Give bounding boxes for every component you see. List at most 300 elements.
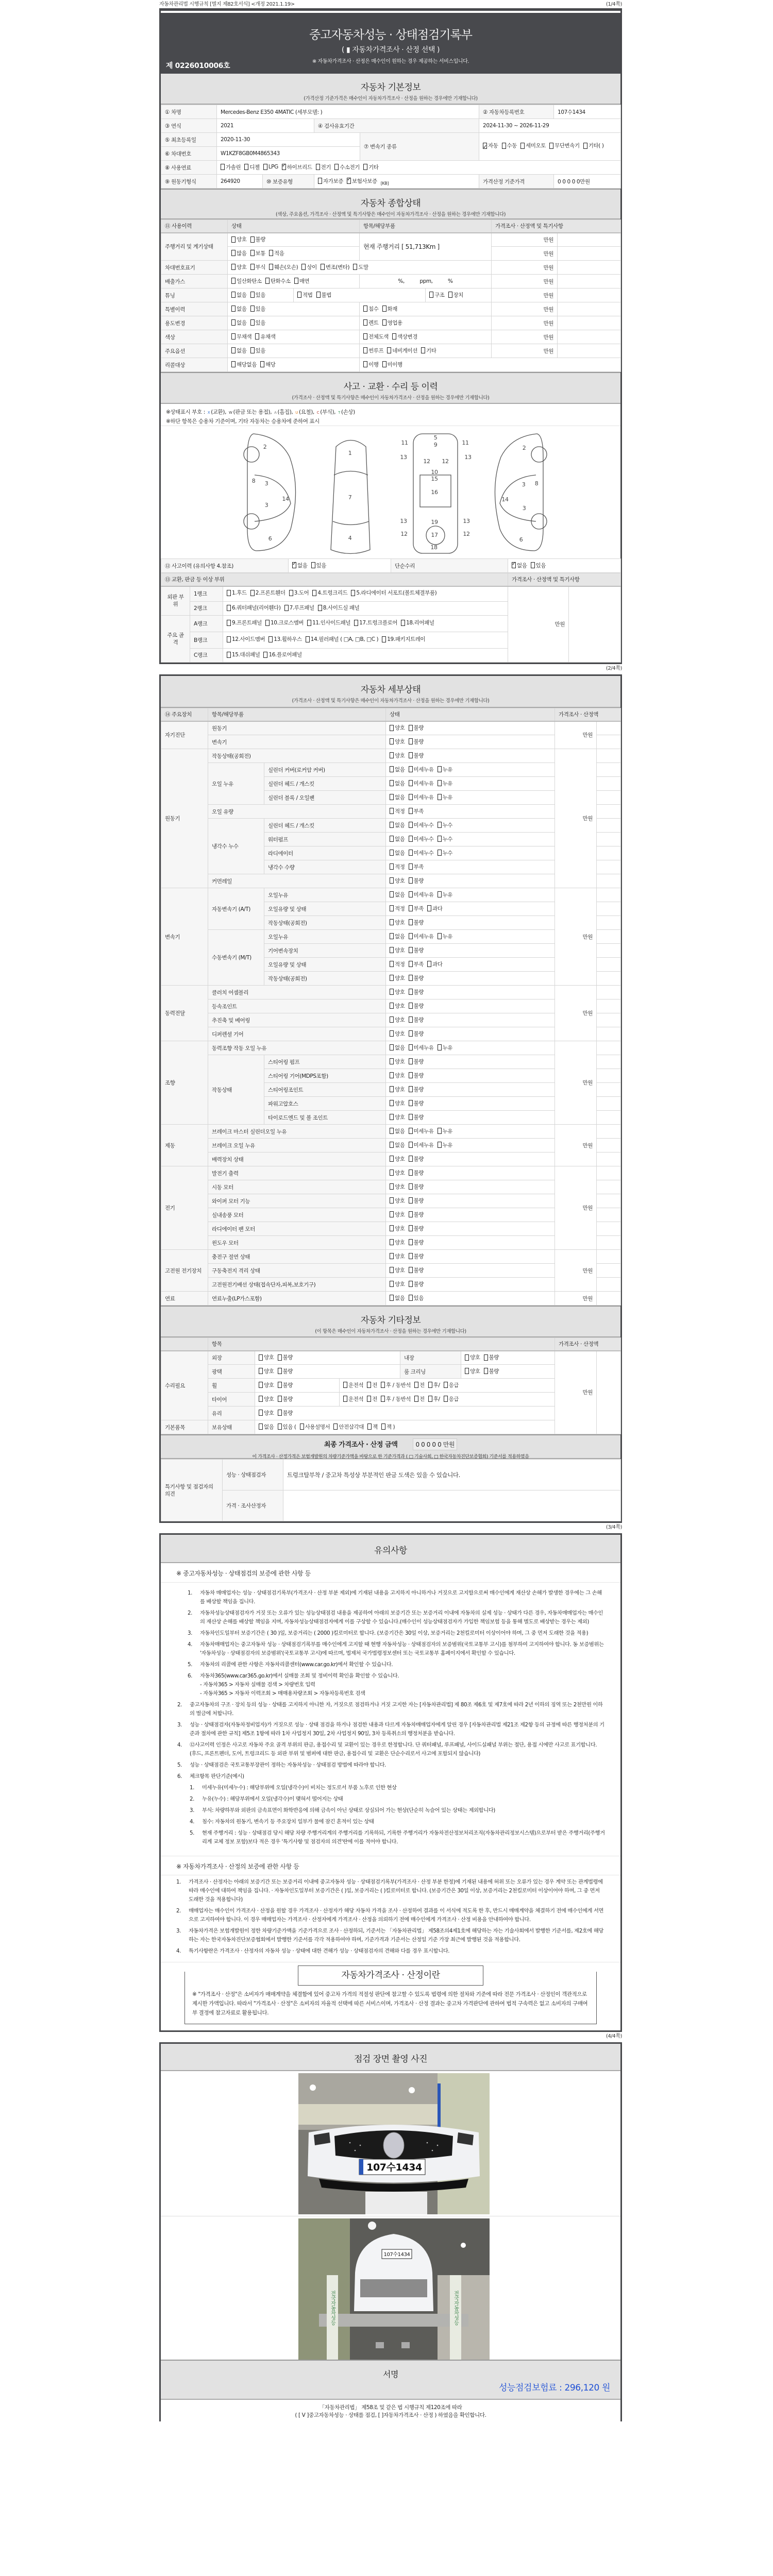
option-0[interactable] <box>390 1211 405 1218</box>
checkbox[interactable] <box>444 1382 448 1388</box>
checkbox[interactable] <box>429 292 433 298</box>
checkbox[interactable] <box>367 1382 371 1388</box>
option-0[interactable] <box>231 305 247 313</box>
checkbox[interactable] <box>390 738 394 744</box>
option-1[interactable] <box>409 1155 424 1163</box>
checkbox[interactable] <box>316 292 321 298</box>
option-4[interactable] <box>367 1423 378 1431</box>
checkbox[interactable] <box>409 1197 413 1204</box>
option-1[interactable] <box>409 1072 424 1079</box>
option-0[interactable] <box>390 974 405 982</box>
checkbox[interactable] <box>259 1354 263 1361</box>
checkbox[interactable] <box>353 264 357 270</box>
checkbox[interactable] <box>409 808 413 814</box>
option-0[interactable] <box>390 1016 405 1024</box>
checkbox[interactable] <box>427 905 431 911</box>
option-1[interactable] <box>278 1409 293 1417</box>
checkbox[interactable] <box>390 905 394 911</box>
option-1[interactable] <box>263 651 301 658</box>
option-6[interactable] <box>363 163 379 171</box>
checkbox[interactable] <box>278 1368 282 1374</box>
checkbox[interactable] <box>409 1267 413 1273</box>
option-0[interactable] <box>390 891 405 899</box>
checkbox[interactable] <box>512 562 516 568</box>
option-0[interactable] <box>390 1183 405 1191</box>
checkbox[interactable] <box>363 306 367 312</box>
checkbox[interactable] <box>382 306 386 312</box>
checkbox[interactable] <box>409 836 413 842</box>
checkbox[interactable] <box>363 164 367 170</box>
checkbox[interactable] <box>390 822 394 828</box>
checkbox[interactable] <box>363 319 367 326</box>
option-1[interactable] <box>265 619 304 626</box>
option-1[interactable] <box>250 589 285 597</box>
checkbox[interactable] <box>409 933 413 939</box>
checkbox[interactable] <box>390 863 394 870</box>
checkbox[interactable] <box>363 361 367 367</box>
option-0[interactable] <box>390 807 405 815</box>
option-0[interactable] <box>221 163 241 171</box>
option-1[interactable] <box>409 752 424 759</box>
checkbox[interactable] <box>390 1086 394 1092</box>
checkbox[interactable] <box>250 236 255 243</box>
option-0[interactable] <box>231 291 247 299</box>
option-1[interactable] <box>409 1266 424 1274</box>
checkbox[interactable] <box>301 264 306 270</box>
option-2[interactable] <box>294 277 310 285</box>
checkbox[interactable] <box>265 620 270 626</box>
option-1[interactable] <box>260 361 276 368</box>
option-1[interactable] <box>409 1183 424 1191</box>
option-0[interactable] <box>390 1030 405 1038</box>
option-2[interactable] <box>269 263 298 271</box>
option-0[interactable] <box>259 1409 274 1417</box>
checkbox[interactable] <box>244 164 248 170</box>
option-0[interactable] <box>390 1086 405 1093</box>
checkbox[interactable] <box>409 891 413 897</box>
checkbox[interactable] <box>390 780 394 786</box>
option-3[interactable] <box>414 1395 425 1403</box>
checkbox[interactable] <box>465 1354 469 1361</box>
checkbox[interactable] <box>401 620 405 626</box>
option-1[interactable] <box>409 1225 424 1232</box>
checkbox[interactable] <box>438 780 442 786</box>
option-1[interactable] <box>409 1058 424 1065</box>
checkbox[interactable] <box>390 752 394 758</box>
checkbox[interactable] <box>438 850 442 856</box>
option-0[interactable] <box>390 724 405 732</box>
option-1[interactable] <box>409 1280 424 1288</box>
checkbox[interactable] <box>316 164 320 170</box>
option-1[interactable] <box>409 1294 424 1302</box>
option-1[interactable] <box>284 604 314 612</box>
option-1[interactable] <box>409 807 424 815</box>
checkbox[interactable] <box>367 1423 372 1430</box>
option-1[interactable] <box>250 249 266 257</box>
option-1[interactable] <box>409 821 434 829</box>
option-1[interactable] <box>268 636 301 643</box>
checkbox[interactable] <box>409 1239 413 1245</box>
checkbox[interactable] <box>265 278 270 284</box>
checkbox[interactable] <box>390 1170 394 1176</box>
checkbox[interactable] <box>438 1142 442 1148</box>
option-1[interactable] <box>409 1030 424 1038</box>
checkbox[interactable] <box>409 1211 413 1217</box>
checkbox[interactable] <box>227 652 231 658</box>
option-1[interactable] <box>448 291 464 299</box>
option-1[interactable] <box>409 835 434 843</box>
option-1[interactable] <box>409 1086 424 1093</box>
option-0[interactable] <box>227 589 247 597</box>
option-0[interactable] <box>465 1367 480 1375</box>
checkbox[interactable] <box>278 1354 282 1361</box>
option-0[interactable] <box>343 1381 363 1389</box>
option-0[interactable] <box>259 1353 274 1361</box>
option-1[interactable] <box>409 1197 424 1205</box>
option-4[interactable] <box>351 589 436 597</box>
checkbox[interactable] <box>409 1128 413 1134</box>
option-3[interactable] <box>312 589 347 597</box>
checkbox[interactable] <box>409 725 413 731</box>
option-0[interactable] <box>259 1395 274 1403</box>
option-3[interactable] <box>301 263 317 271</box>
option-2[interactable] <box>427 960 443 968</box>
checkbox[interactable] <box>363 333 367 340</box>
checkbox[interactable] <box>269 250 273 256</box>
checkbox[interactable] <box>390 1225 394 1231</box>
option-0[interactable] <box>390 1280 405 1288</box>
checkbox[interactable] <box>231 236 236 243</box>
option-1[interactable] <box>382 361 402 368</box>
checkbox[interactable] <box>231 292 236 298</box>
option-0[interactable] <box>259 1381 274 1389</box>
option-0[interactable] <box>390 960 405 968</box>
checkbox[interactable] <box>269 264 273 270</box>
option-1[interactable] <box>278 1395 293 1403</box>
checkbox[interactable] <box>390 1072 394 1078</box>
option-1[interactable] <box>484 1353 499 1361</box>
option-5[interactable] <box>353 263 368 271</box>
option-1[interactable] <box>278 1367 293 1375</box>
checkbox[interactable] <box>390 850 394 856</box>
checkbox[interactable] <box>231 361 236 367</box>
option-0[interactable] <box>465 1353 480 1361</box>
checkbox[interactable] <box>318 605 322 611</box>
option-0[interactable] <box>390 946 405 954</box>
checkbox[interactable] <box>390 1197 394 1204</box>
checkbox[interactable] <box>259 1368 263 1374</box>
checkbox[interactable] <box>409 1058 413 1064</box>
checkbox[interactable] <box>278 1396 282 1402</box>
checkbox[interactable] <box>390 891 394 897</box>
option-2[interactable] <box>306 636 379 643</box>
option-2[interactable] <box>307 619 350 626</box>
option-4[interactable] <box>583 140 604 151</box>
checkbox[interactable] <box>300 1423 304 1430</box>
checkbox[interactable] <box>390 1295 394 1301</box>
checkbox[interactable] <box>387 347 391 353</box>
checkbox[interactable] <box>390 1281 394 1287</box>
checkbox[interactable] <box>438 1128 442 1134</box>
option-1[interactable] <box>409 1002 424 1010</box>
checkbox[interactable] <box>390 766 394 772</box>
checkbox[interactable] <box>381 1423 385 1430</box>
checkbox[interactable] <box>421 347 425 353</box>
option-1[interactable] <box>250 235 266 243</box>
checkbox[interactable] <box>438 891 442 897</box>
option-0[interactable] <box>390 793 405 801</box>
option-0[interactable] <box>297 291 313 299</box>
option-5[interactable] <box>444 1381 459 1389</box>
checkbox[interactable] <box>278 1423 282 1430</box>
checkbox[interactable] <box>390 1239 394 1245</box>
checkbox[interactable] <box>259 1423 263 1430</box>
option-3[interactable] <box>549 140 580 151</box>
checkbox[interactable] <box>231 264 236 270</box>
checkbox[interactable] <box>312 590 316 596</box>
checkbox[interactable] <box>414 1396 418 1402</box>
checkbox[interactable] <box>409 822 413 828</box>
option-1[interactable] <box>409 960 424 968</box>
checkbox[interactable] <box>318 178 322 184</box>
option-5[interactable] <box>381 1423 395 1431</box>
checkbox[interactable] <box>390 725 394 731</box>
option-0[interactable] <box>231 347 247 354</box>
checkbox[interactable] <box>390 1211 394 1217</box>
option-1[interactable] <box>265 277 291 285</box>
checkbox[interactable] <box>409 877 413 884</box>
option-0[interactable] <box>292 562 308 569</box>
option-0[interactable] <box>363 319 379 327</box>
option-3[interactable] <box>333 1423 364 1431</box>
option-2[interactable] <box>427 905 443 912</box>
option-3[interactable] <box>282 163 312 171</box>
checkbox[interactable] <box>227 636 231 642</box>
checkbox[interactable] <box>409 766 413 772</box>
option-4[interactable] <box>321 263 349 271</box>
option-2[interactable] <box>438 779 453 787</box>
option-2[interactable] <box>300 1423 330 1431</box>
option-0[interactable] <box>363 347 383 354</box>
option-1[interactable] <box>409 1211 424 1218</box>
checkbox[interactable] <box>250 319 255 326</box>
option-2[interactable] <box>438 835 453 843</box>
option-5[interactable] <box>444 1395 459 1403</box>
option-0[interactable] <box>390 919 405 926</box>
option-0[interactable] <box>390 738 405 745</box>
checkbox[interactable] <box>390 989 394 995</box>
checkbox[interactable] <box>409 1016 413 1023</box>
option-1[interactable] <box>409 779 434 787</box>
option-1[interactable] <box>409 1239 424 1246</box>
option-2[interactable] <box>438 849 453 857</box>
option-0[interactable] <box>231 263 247 271</box>
checkbox[interactable] <box>484 1368 488 1374</box>
option-0[interactable] <box>429 291 445 299</box>
checkbox[interactable] <box>390 877 394 884</box>
checkbox[interactable] <box>227 590 231 596</box>
checkbox[interactable] <box>409 947 413 953</box>
checkbox[interactable] <box>549 143 553 149</box>
checkbox[interactable] <box>306 636 310 642</box>
checkbox[interactable] <box>250 264 255 270</box>
checkbox[interactable] <box>231 250 236 256</box>
option-1[interactable] <box>250 319 266 327</box>
checkbox[interactable] <box>438 836 442 842</box>
checkbox[interactable] <box>428 1382 432 1388</box>
checkbox[interactable] <box>390 836 394 842</box>
checkbox[interactable] <box>448 292 452 298</box>
checkbox[interactable] <box>334 164 339 170</box>
checkbox[interactable] <box>231 319 236 326</box>
checkbox[interactable] <box>390 1058 394 1064</box>
checkbox[interactable] <box>531 562 535 568</box>
option-1[interactable] <box>409 849 434 857</box>
checkbox[interactable] <box>438 766 442 772</box>
option-1[interactable] <box>409 974 424 982</box>
checkbox[interactable] <box>259 1396 263 1402</box>
checkbox[interactable] <box>351 590 355 596</box>
option-0[interactable] <box>390 1155 405 1163</box>
checkbox[interactable] <box>427 961 431 967</box>
checkbox[interactable] <box>438 794 442 800</box>
checkbox[interactable] <box>390 1003 394 1009</box>
option-1[interactable] <box>409 933 434 940</box>
checkbox[interactable] <box>250 292 255 298</box>
option-1[interactable] <box>409 738 424 745</box>
option-2[interactable] <box>438 793 453 801</box>
option-2[interactable] <box>438 821 453 829</box>
checkbox[interactable] <box>390 1044 394 1050</box>
checkbox[interactable] <box>289 590 293 596</box>
option-0[interactable] <box>483 140 498 151</box>
option-0[interactable] <box>390 1002 405 1010</box>
checkbox[interactable] <box>311 562 315 568</box>
checkbox[interactable] <box>520 143 525 149</box>
option-0[interactable] <box>390 1099 405 1107</box>
option-2[interactable] <box>381 1395 411 1403</box>
checkbox[interactable] <box>250 347 255 353</box>
option-0[interactable] <box>390 1197 405 1205</box>
option-0[interactable] <box>318 177 343 185</box>
checkbox[interactable] <box>390 1030 394 1037</box>
checkbox[interactable] <box>390 1156 394 1162</box>
option-0[interactable] <box>363 361 379 368</box>
option-1[interactable] <box>278 1423 296 1431</box>
option-0[interactable] <box>390 933 405 940</box>
checkbox[interactable] <box>390 1142 394 1148</box>
checkbox[interactable] <box>409 752 413 758</box>
checkbox[interactable] <box>382 636 386 642</box>
option-0[interactable] <box>227 636 265 643</box>
option-1[interactable] <box>409 1141 434 1149</box>
option-0[interactable] <box>390 905 405 912</box>
checkbox[interactable] <box>381 1382 385 1388</box>
option-2[interactable] <box>421 347 436 354</box>
checkbox[interactable] <box>409 850 413 856</box>
checkbox[interactable] <box>268 636 273 642</box>
checkbox[interactable] <box>250 306 255 312</box>
option-1[interactable] <box>502 140 517 151</box>
option-0[interactable] <box>231 361 257 368</box>
option-1[interactable] <box>409 724 424 732</box>
checkbox[interactable] <box>409 1114 413 1120</box>
checkbox[interactable] <box>409 794 413 800</box>
option-3[interactable] <box>414 1381 425 1389</box>
checkbox[interactable] <box>583 143 587 149</box>
checkbox[interactable] <box>409 1072 413 1078</box>
option-1[interactable] <box>311 562 327 569</box>
checkbox[interactable] <box>390 947 394 953</box>
checkbox[interactable] <box>465 1368 469 1374</box>
option-2[interactable] <box>438 766 453 773</box>
option-0[interactable] <box>512 562 527 569</box>
option-1[interactable] <box>409 1127 434 1135</box>
checkbox[interactable] <box>260 361 264 367</box>
checkbox[interactable] <box>409 1030 413 1037</box>
option-0[interactable] <box>343 1395 363 1403</box>
checkbox[interactable] <box>438 822 442 828</box>
checkbox[interactable] <box>390 1128 394 1134</box>
option-2[interactable] <box>438 1044 453 1052</box>
checkbox[interactable] <box>409 1281 413 1287</box>
option-1[interactable] <box>409 946 424 954</box>
checkbox[interactable] <box>227 620 231 626</box>
option-2[interactable] <box>438 1127 453 1135</box>
option-1[interactable] <box>367 1381 377 1389</box>
option-1[interactable] <box>409 891 434 899</box>
option-1[interactable] <box>250 291 266 299</box>
option-1[interactable] <box>278 1381 293 1389</box>
checkbox[interactable] <box>284 605 289 611</box>
checkbox[interactable] <box>263 652 267 658</box>
option-1[interactable] <box>409 1252 424 1260</box>
option-0[interactable] <box>231 235 247 243</box>
option-1[interactable] <box>387 347 417 354</box>
checkbox[interactable] <box>392 333 396 340</box>
checkbox[interactable] <box>409 1003 413 1009</box>
checkbox[interactable] <box>409 1225 413 1231</box>
option-1[interactable] <box>409 919 424 926</box>
option-5[interactable] <box>334 163 360 171</box>
option-1[interactable] <box>347 177 377 185</box>
checkbox[interactable] <box>409 919 413 925</box>
checkbox[interactable] <box>221 164 225 170</box>
option-2[interactable] <box>381 1381 411 1389</box>
option-0[interactable] <box>390 1225 405 1232</box>
checkbox[interactable] <box>343 1396 347 1402</box>
option-2[interactable] <box>263 164 278 170</box>
option-1[interactable] <box>531 562 546 569</box>
checkbox[interactable] <box>354 620 358 626</box>
checkbox[interactable] <box>321 264 325 270</box>
checkbox[interactable] <box>409 1100 413 1106</box>
option-1[interactable] <box>250 305 266 313</box>
checkbox[interactable] <box>367 1396 371 1402</box>
option-0[interactable] <box>231 249 247 257</box>
option-0[interactable] <box>390 1113 405 1121</box>
checkbox[interactable] <box>343 1382 347 1388</box>
option-4[interactable] <box>428 1381 440 1389</box>
checkbox[interactable] <box>409 975 413 981</box>
option-0[interactable] <box>227 651 260 658</box>
option-0[interactable] <box>390 988 405 996</box>
checkbox[interactable] <box>409 1142 413 1148</box>
option-1[interactable] <box>409 1016 424 1024</box>
checkbox[interactable] <box>278 1410 282 1416</box>
option-1[interactable] <box>382 319 402 327</box>
checkbox[interactable] <box>390 933 394 939</box>
